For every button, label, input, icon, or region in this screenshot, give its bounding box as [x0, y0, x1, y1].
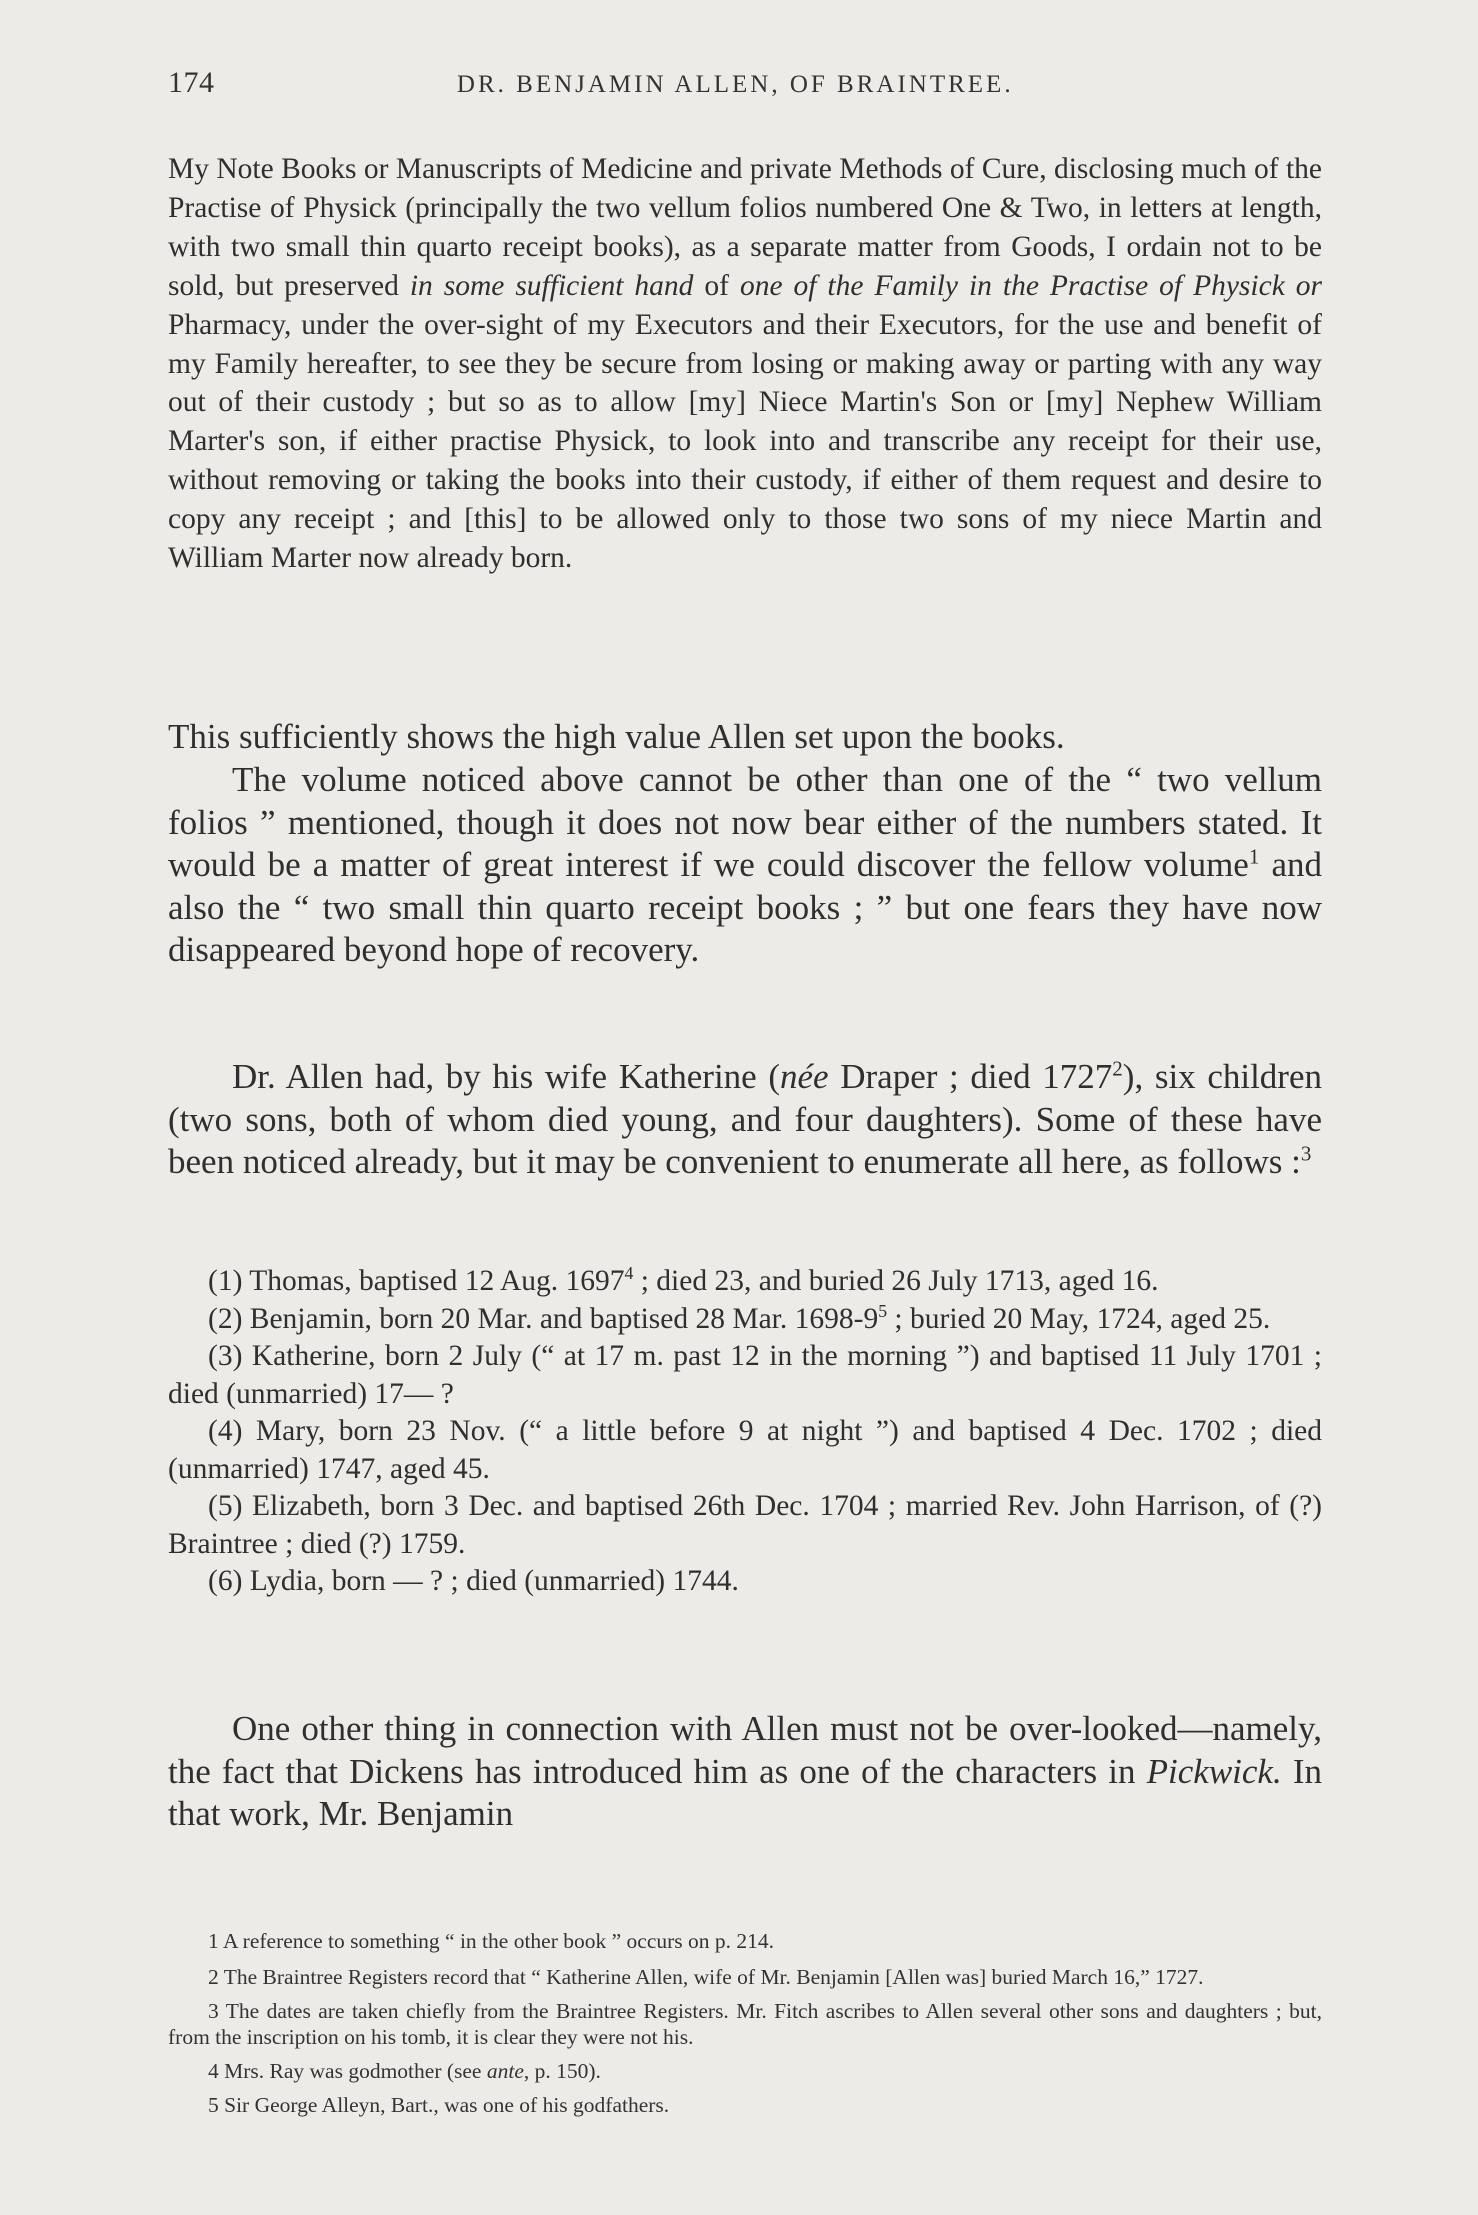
footnote-ref-1: 1	[1248, 844, 1260, 869]
paragraph-text: One other thing in connection with Allen must not be over-looked—namely, the fact that Dickens has introduced him as one of the characters in Pickwick. In that work, Mr. Benjamin	[168, 1709, 1322, 1833]
will-text-part-1: My Note Books or Manuscripts of Medicine and private Methods of Cure, disclosing much of the Practise of Physick (principally the two vellum folios numbered One & Two, in letters at length, with two small thin quarto receipt books), as a separate matter from Goods, I ordain not to be sold, but preserved	[168, 153, 1322, 302]
running-head: DR. BENJAMIN ALLEN, OF BRAINTREE.	[456, 71, 1014, 98]
list-item: (6) Lydia, born — ? ; died (unmarried) 1744.	[208, 1565, 739, 1597]
paragraph-children-intro	[168, 1056, 1322, 1184]
will-text-part-2: of	[693, 269, 740, 302]
footnotes	[168, 1928, 1322, 2126]
list-item: (5) Elizabeth, born 3 Dec. and baptised 26th Dec. 1704 ; married Rev. John Harrison, of (?) Braintree ; died (?) 1759.	[168, 1490, 1322, 1560]
will-text-italic-1: in some sufficient hand	[409, 269, 694, 302]
footnote-ref-3: 3	[1300, 1141, 1312, 1166]
list-item: (4) Mary, born 23 Nov. (“ a little before 9 at night ”) and baptised 4 Dec. 1702 ; died (unmarried) 1747, aged 45.	[168, 1415, 1322, 1485]
list-item: (1) Thomas, baptised 12 Aug. 1697$^4$ ; died 23, and buried 26 July 1713, aged 16.	[208, 1263, 1159, 1297]
paragraph-vellum-folios	[168, 759, 1322, 972]
list-item: (2) Benjamin, born 20 Mar. and baptised 28 Mar. $1698-9^5$ ; buried 20 May, 1724, aged 25.	[208, 1300, 1271, 1335]
paragraph-text: This sufficiently shows the high value Allen set upon the books.	[168, 717, 1065, 756]
page-number: 174	[168, 66, 215, 99]
paragraph-text: Dr. Allen had, by his wife Katherine (née Draper ; died 1727$^2$), six children (two sons, both of whom died young, and four daughters). Some of these have been noticed already, but it may be convenient to enumerate all here, as follows :$^3$	[168, 1056, 1322, 1181]
quoted-will-extract	[168, 150, 1322, 578]
will-text-part-3: Pharmacy, under the over-sight of my Executors and their Executors, for the use and benefit of my Family hereafter, to see they be secure from losing or making away or parting with any way out of their custody ; but so as to allow [my] Niece Martin's Son or [my] Nephew William Marter's son, if either practise Physick, to look into and transcribe any receipt for their use, without removing or taking the books into their custody, if either of them request and desire to copy any receipt ; and [this] to be allowed only to those two sons of my niece Martin and William Marter now already born.	[168, 308, 1322, 575]
footnote: 5 Sir George Alleyn, Bart., was one of his godfathers.	[208, 2093, 670, 2117]
children-list	[168, 1263, 1322, 1601]
paragraph-dickens-pickwick	[168, 1708, 1322, 1836]
paragraph-value-of-books	[168, 716, 1322, 759]
will-text-italic-2: one of the Family in the Practise of Physick or	[739, 269, 1322, 302]
paragraph-text: The volume noticed above cannot be other than one of the “ two vellum folios ” mentioned, though it does not now bear either of the numbers stated. It would be a matter of great interest if we could discover the fellow volume$^1$ and also the “ two small thin quarto receipt books ; ” but one fears they have now disappeared beyond hope of recovery.	[168, 760, 1322, 969]
list-item: (3) Katherine, born 2 July (“ at 17 m. past 12 in the morning ”) and baptised 11 July 1701 ; died (unmarried) 17— ?	[168, 1340, 1322, 1410]
footnote: 2 The Braintree Registers record that “ Katherine Allen, wife of Mr. Benjamin [Allen was] buried March 16,” 1727.	[208, 1965, 1204, 1989]
footnote-ref-2: 2	[1112, 1056, 1123, 1081]
footnote: 3 The dates are taken chiefly from the Braintree Registers. Mr. Fitch ascribes to Allen several other sons and daughters ; but, from the inscription on his tomb, it is clear they were not his.	[168, 1999, 1322, 2049]
footnote: 1 A reference to something “ in the other book ” occurs on p. 214.	[208, 1929, 775, 1953]
page-header	[168, 66, 1316, 106]
footnote: 4 Mrs. Ray was godmother (see ante, p. 150).	[208, 2059, 601, 2083]
